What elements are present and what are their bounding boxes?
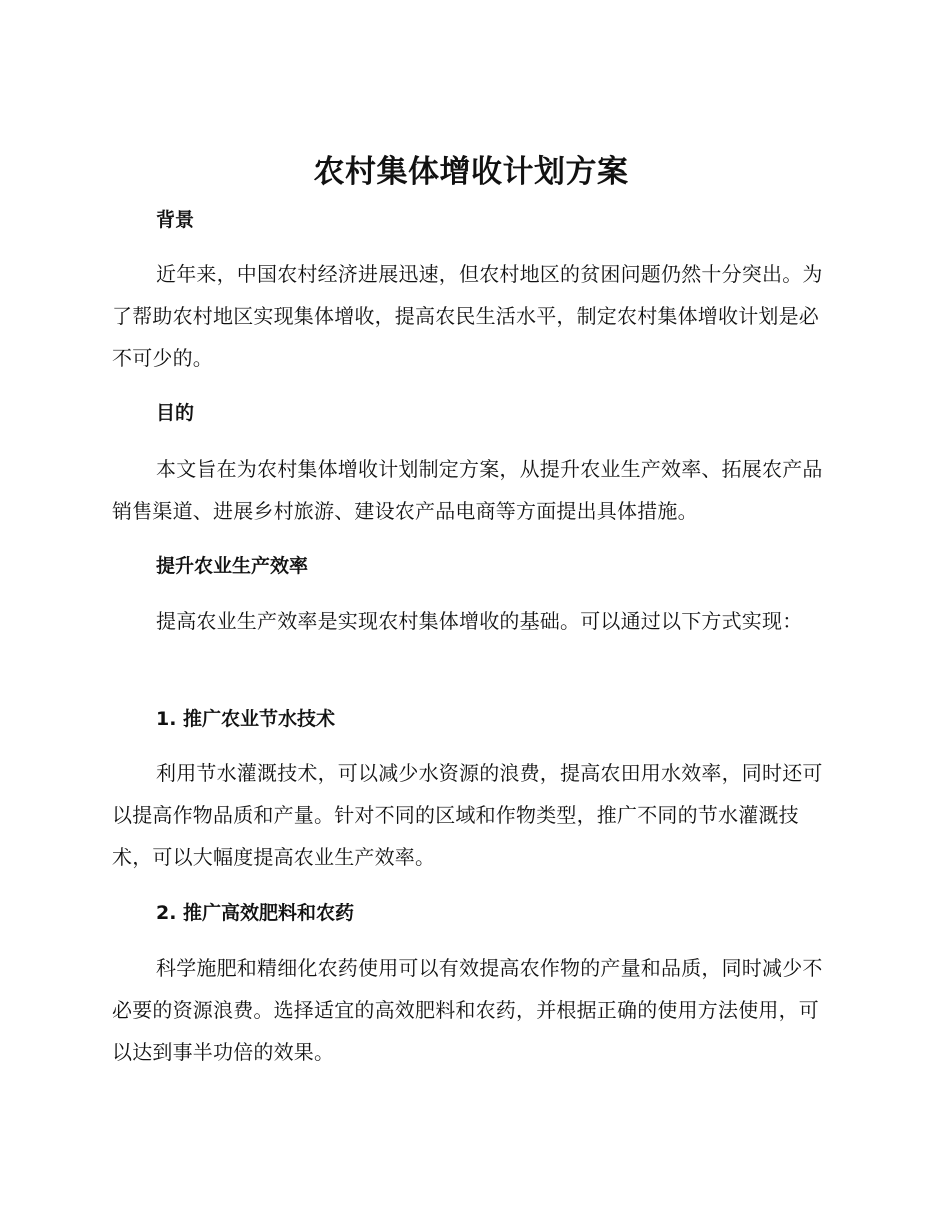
section-heading-background: 背景 <box>156 209 195 231</box>
section-heading-purpose: 目的 <box>156 402 195 424</box>
section-paragraph-fertilizer: 科学施肥和精细化农药使用可以有效提高农作物的产量和品质，同时减少不必要的资源浪费。选择适宜的高效肥料和农药，并根据正确的使用方法使用，可以达到事半功倍的效果。 <box>112 956 823 1064</box>
section-heading-fertilizer: 2. 推广高效肥料和农药 <box>156 902 355 924</box>
section-paragraph-efficiency: 提高农业生产效率是实现农村集体增收的基础。可以通过以下方式实现： <box>156 609 803 633</box>
section-paragraph-purpose: 本文旨在为农村集体增收计划制定方案，从提升农业生产效率、拓展农产品销售渠道、进展乡村旅游、建设农产品电商等方面提出具体措施。 <box>112 457 823 523</box>
section-paragraph-water-saving: 利用节水灌溉技术，可以减少水资源的浪费，提高农田用水效率，同时还可以提高作物品质和产量。针对不同的区域和作物类型，推广不同的节水灌溉技术，可以大幅度提高农业生产效率。 <box>112 761 823 869</box>
section-heading-water-saving: 1. 推广农业节水技术 <box>156 708 336 730</box>
section-paragraph-background: 近年来，中国农村经济进展迅速，但农村地区的贫困问题仍然十分突出。为了帮助农村地区实现集体增收，提高农民生活水平，制定农村集体增收计划是必不可少的。 <box>112 262 823 370</box>
section-heading-efficiency: 提升农业生产效率 <box>156 555 309 577</box>
document-title: 农村集体增收计划方案 <box>313 154 629 190</box>
